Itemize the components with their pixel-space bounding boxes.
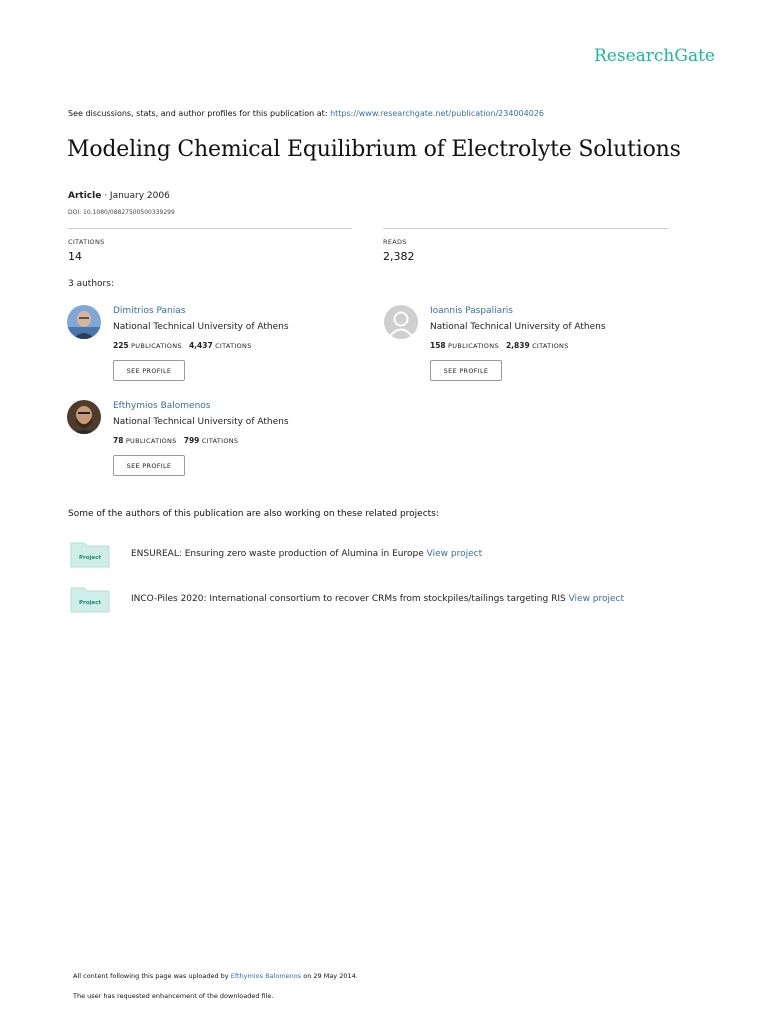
paper-date: January 2006 [109, 191, 170, 201]
enhancement-note: The user has requested enhancement of the downloaded file. [73, 992, 274, 1000]
project-folder-icon[interactable] [70, 540, 110, 568]
reads-value: 2,382 [383, 250, 415, 263]
project-folder-icon[interactable] [70, 585, 110, 613]
see-profile-button[interactable]: SEE PROFILE [113, 360, 185, 381]
author-name[interactable]: Dimitrios Panias [113, 306, 186, 316]
upload-prefix: All content following this page was uploaded by [73, 972, 229, 980]
publications-count: 225 [113, 341, 129, 350]
publications-count: 78 [113, 436, 124, 445]
author-institution[interactable]: National Technical University of Athens [113, 322, 289, 332]
see-profile-button[interactable]: SEE PROFILE [430, 360, 502, 381]
citations-value: 14 [68, 250, 82, 263]
project-icon-label: Project [78, 555, 102, 561]
citations-count: 2,839 [505, 341, 530, 350]
paper-type: Article [68, 191, 102, 201]
view-project-link[interactable]: View project [568, 594, 625, 604]
reads-divider [383, 228, 668, 229]
citations-label: CITATIONS [532, 342, 569, 350]
author-institution[interactable]: National Technical University of Athens [430, 322, 606, 332]
upload-suffix: on 29 May 2014. [303, 972, 358, 980]
discussion-intro: See discussions, stats, and author profiles for this publication at: [68, 109, 328, 118]
author-name[interactable]: Ioannis Paspaliaris [430, 306, 513, 316]
project-item [131, 594, 624, 604]
author-avatar-placeholder[interactable] [384, 305, 418, 339]
upload-note [73, 972, 358, 980]
publication-url-link[interactable]: https://www.researchgate.net/publication/234004026 [330, 109, 544, 118]
see-profile-button[interactable]: SEE PROFILE [113, 455, 185, 476]
researchgate-logo[interactable]: ResearchGate [594, 46, 715, 66]
view-project-link[interactable]: View project [426, 549, 483, 559]
reads-label: READS [383, 238, 407, 246]
citations-label: CITATIONS [201, 437, 239, 445]
citations-count: 4,437 [188, 341, 213, 350]
publications-label: PUBLICATIONS [125, 437, 177, 445]
citations-label: CITATIONS [68, 238, 105, 246]
author-avatar[interactable] [67, 305, 101, 339]
author-stats [430, 341, 569, 350]
projects-heading: Some of the authors of this publication are also working on these related projects: [68, 509, 439, 519]
author-stats [113, 436, 238, 445]
project-title: ENSUREAL: Ensuring zero waste production of Alumina in Europe [131, 549, 424, 559]
publications-count: 158 [430, 341, 446, 350]
project-title: INCO-Piles 2020: International consortium to recover CRMs from stockpiles/tailings targeting RIS [131, 594, 566, 604]
citations-label: CITATIONS [215, 342, 252, 350]
project-icon-label: Project [78, 600, 102, 606]
citations-divider [68, 228, 352, 229]
project-item [131, 549, 482, 559]
publications-label: PUBLICATIONS [448, 342, 499, 350]
author-stats [113, 341, 252, 350]
discussion-line [68, 109, 544, 118]
paper-meta [68, 191, 170, 201]
authors-heading: 3 authors: [68, 279, 114, 289]
paper-title: Modeling Chemical Equilibrium of Electrolyte Solutions [67, 137, 681, 162]
paper-doi: DOI: 10.1080/08827500500339299 [68, 209, 175, 216]
citations-count: 799 [183, 436, 200, 445]
author-avatar[interactable] [67, 400, 101, 434]
publications-label: PUBLICATIONS [131, 342, 182, 350]
meta-separator: · [101, 191, 110, 201]
author-institution[interactable]: National Technical University of Athens [113, 417, 289, 427]
author-name[interactable]: Efthymios Balomenos [113, 401, 211, 411]
uploader-link[interactable]: Efthymios Balomenos [230, 972, 302, 980]
